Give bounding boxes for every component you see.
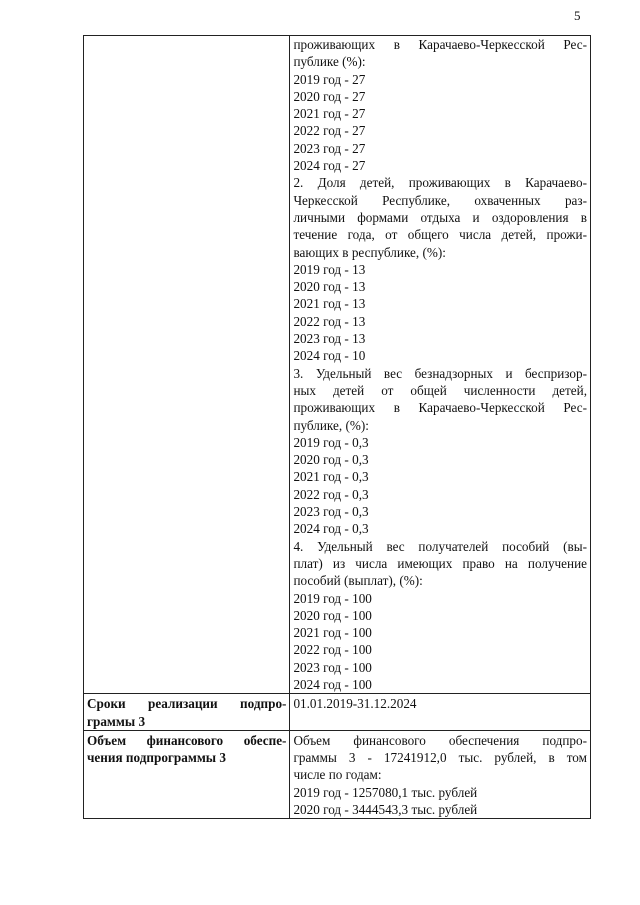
table-cell-dates-label	[84, 694, 290, 731]
indicator-line: Черкесской Республике, охваченных раз-	[293, 192, 587, 208]
finance-line: Объем финансового обеспечения подпро-	[293, 732, 587, 748]
indicator-line: 2022 год - 100	[293, 642, 372, 658]
indicator-line: 2024 год - 0,3	[293, 521, 369, 537]
page-number: 5	[574, 8, 581, 23]
dates-value: 01.01.2019-31.12.2024	[293, 696, 417, 712]
indicator-line: 2019 год - 27	[293, 71, 366, 87]
indicator-line: плат) из числа имеющих право на получение	[293, 555, 587, 571]
indicator-line: 3. Удельный вес безнадзорных и беспризор-	[293, 365, 587, 381]
indicator-line: 2021 год - 27	[293, 106, 366, 122]
indicator-line: 2020 год - 13	[293, 279, 366, 295]
indicator-line: 2024 год - 100	[293, 676, 372, 692]
table-cell-indicators	[290, 36, 591, 694]
indicator-line: 2021 год - 100	[293, 625, 372, 641]
indicator-line: 2022 год - 13	[293, 313, 366, 329]
indicators-list	[293, 36, 587, 693]
finance-line: 2019 год - 1257080,1 тыс. рублей	[293, 784, 478, 800]
label-line: граммы 3	[87, 713, 146, 729]
finance-line: 2020 год - 3444543,3 тыс. рублей	[293, 802, 478, 818]
finance-line: числе по годам:	[293, 767, 382, 783]
indicator-line: публике (%):	[293, 54, 366, 70]
table-cell-dates-value	[290, 694, 591, 731]
table-row-finance	[84, 730, 591, 818]
indicator-line: 2021 год - 13	[293, 296, 366, 312]
indicator-line: 2020 год - 100	[293, 607, 372, 623]
indicator-line: 2023 год - 27	[293, 140, 366, 156]
indicator-line: 2023 год - 13	[293, 331, 366, 347]
indicator-line: 2019 год - 0,3	[293, 434, 369, 450]
indicator-line: личными формами отдыха и оздоровления в	[293, 209, 587, 225]
indicator-line: 2. Доля детей, проживающих в Карачаево-	[293, 175, 587, 191]
dates-label	[87, 695, 286, 730]
indicator-line: 2020 год - 27	[293, 88, 366, 104]
table-cell-label-empty	[84, 36, 290, 694]
indicator-line: 2022 год - 0,3	[293, 486, 369, 502]
indicator-line: 2023 год - 100	[293, 659, 372, 675]
indicator-line: 2019 год - 100	[293, 590, 372, 606]
finance-line: граммы 3 - 17241912,0 тыс. рублей, в том	[293, 750, 587, 766]
indicator-line: 2024 год - 27	[293, 158, 366, 174]
indicator-line: 2023 год - 0,3	[293, 504, 369, 520]
label-line: чения подпрограммы 3	[87, 750, 226, 766]
table-row-dates	[84, 694, 591, 731]
finance-value	[293, 732, 587, 818]
finance-label	[87, 732, 286, 767]
indicator-line: проживающих в Карачаево-Черкесской Рес-	[293, 37, 587, 52]
table-cell-finance-label	[84, 730, 290, 818]
indicator-line: 2024 год - 10	[293, 348, 366, 364]
indicator-line: 2019 год - 13	[293, 261, 366, 277]
label-line: Объем финансового обеспе-	[87, 732, 287, 748]
indicator-line: пособий (выплат), (%):	[293, 573, 423, 589]
table-cell-finance-value	[290, 730, 591, 818]
table-row-indicators	[84, 36, 591, 694]
indicator-line: 2022 год - 27	[293, 123, 366, 139]
indicator-line: вающих в республике, (%):	[293, 244, 446, 260]
indicator-line: 2020 год - 0,3	[293, 452, 369, 468]
indicator-line: 2021 год - 0,3	[293, 469, 369, 485]
indicator-line: течение года, от общего числа детей, прожи-	[293, 227, 587, 243]
passport-table	[83, 35, 591, 819]
indicator-line: публике, (%):	[293, 417, 369, 433]
label-line: Сроки реализации подпро-	[87, 696, 287, 712]
indicator-line: ных детей от общей численности детей,	[293, 382, 587, 398]
indicator-line: проживающих в Карачаево-Черкесской Рес-	[293, 400, 587, 416]
indicator-line: 4. Удельный вес получателей пособий (вы-	[293, 538, 587, 554]
